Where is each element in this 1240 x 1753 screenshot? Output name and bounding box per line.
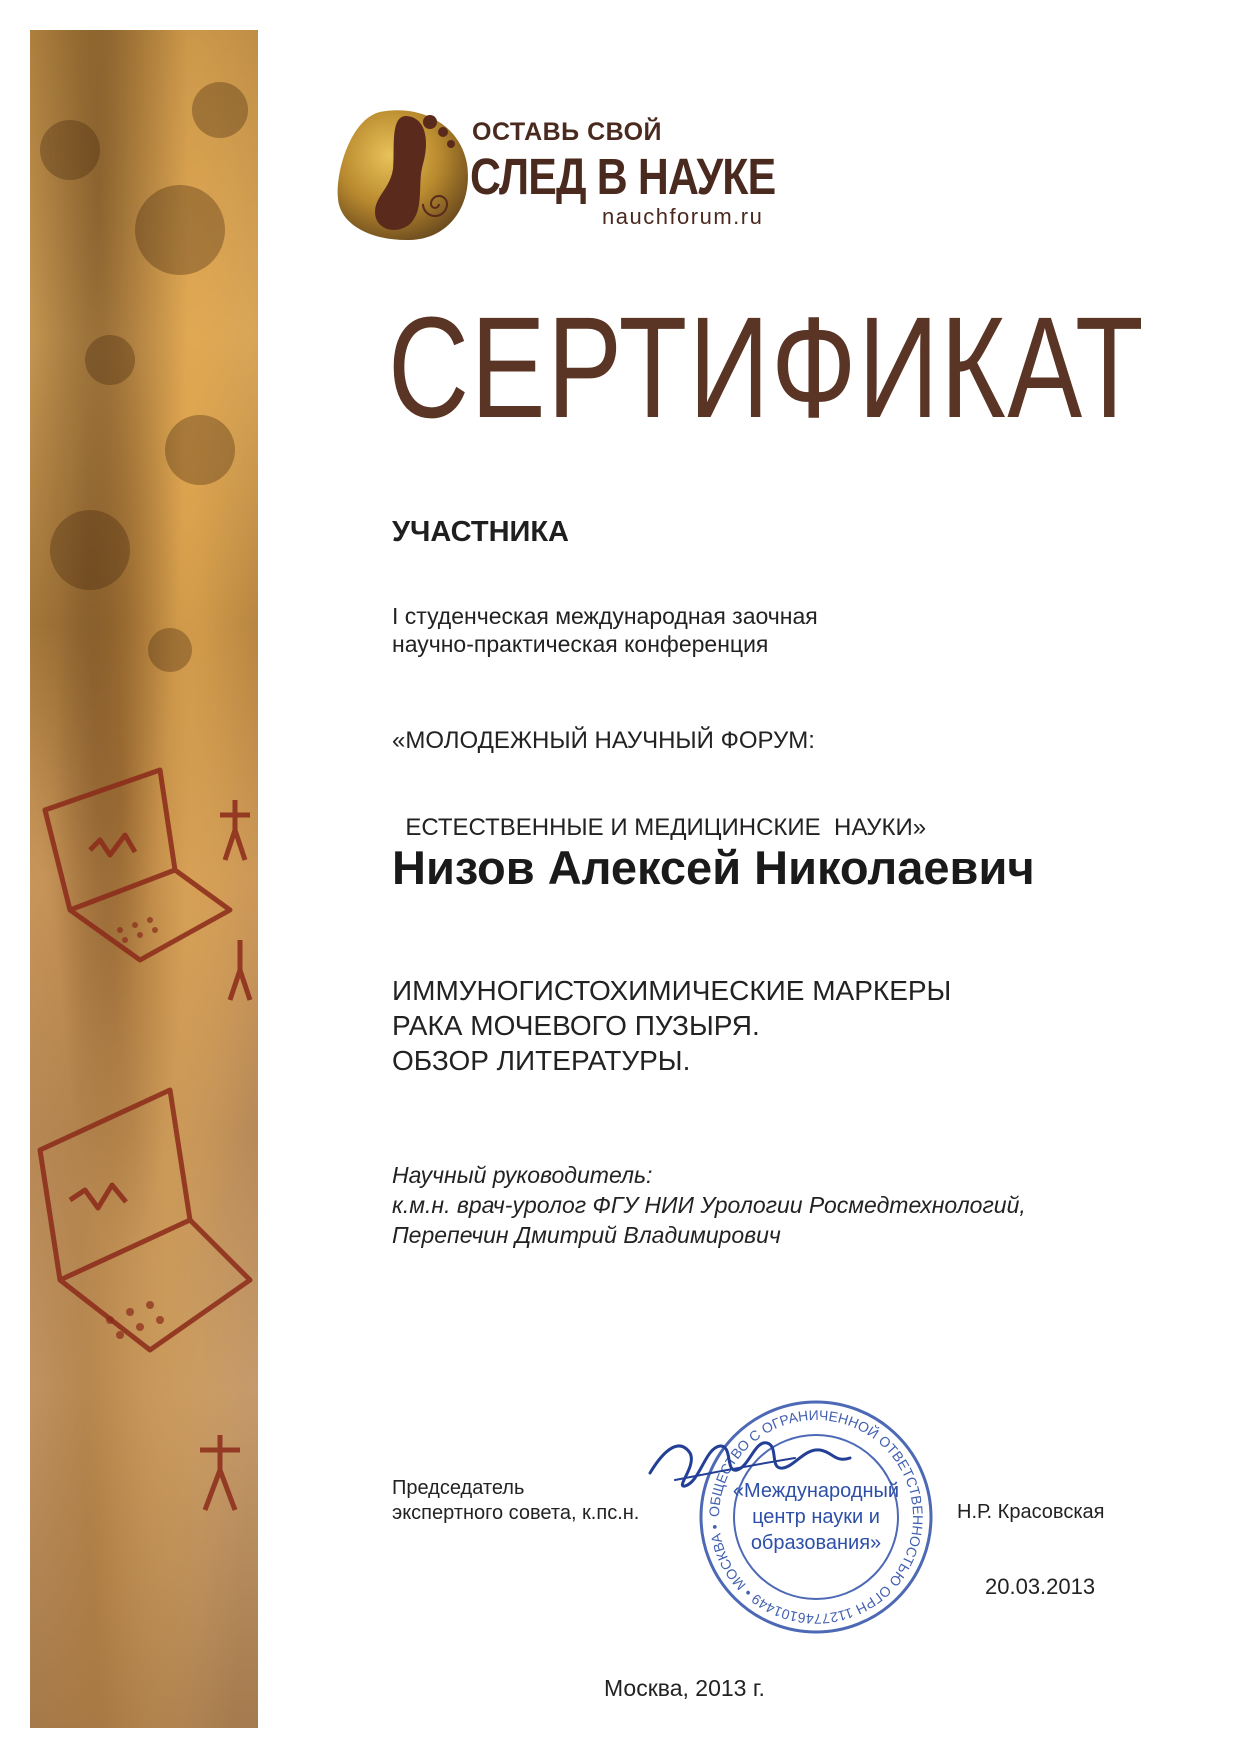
logo-tagline: ОСТАВЬ СВОЙ xyxy=(472,118,662,146)
conference-name-line-1: «МОЛОДЕЖНЫЙ НАУЧНЫЙ ФОРУМ: xyxy=(392,727,815,754)
conference-name-line-2: ЕСТЕСТВЕННЫЕ И МЕДИЦИНСКИЕ НАУКИ» xyxy=(392,814,927,841)
participant-name: Низов Алексей Николаевич xyxy=(392,841,1035,894)
topic-line-3: ОБЗОР ЛИТЕРАТУРЫ. xyxy=(392,1045,691,1076)
supervisor-position: к.м.н. врач-уролог ФГУ НИИ Урологии Росмедтехнологий, xyxy=(392,1192,1026,1218)
logo xyxy=(335,104,790,249)
logo-website: nauchforum.ru xyxy=(602,204,764,229)
conference-line-1: I студенческая международная заочная xyxy=(392,603,818,629)
stamp-line-1: «Международный xyxy=(732,1480,900,1502)
stamp-line-2: центр науки и xyxy=(752,1506,880,1528)
chair-line-2: экспертного совета, к.пс.н. xyxy=(392,1502,640,1524)
stamp-line-3: образования» xyxy=(750,1532,882,1554)
topic-line-1: ИММУНОГИСТОХИМИЧЕСКИЕ МАРКЕРЫ xyxy=(392,975,952,1006)
issue-place: Москва, 2013 г. xyxy=(604,1675,765,1701)
supervisor-name: Перепечин Дмитрий Владимирович xyxy=(392,1222,781,1248)
chair-title xyxy=(392,1476,639,1526)
conference-description xyxy=(392,602,818,658)
issue-date: 20.03.2013 xyxy=(985,1574,1096,1599)
logo-title: СЛЕД В НАУКЕ xyxy=(470,148,776,205)
signature xyxy=(645,1418,855,1508)
conference-line-2: научно-практическая конференция xyxy=(392,631,769,657)
certificate-subtitle: УЧАСТНИКА xyxy=(392,516,570,548)
decorative-rock-art-strip xyxy=(30,30,258,1728)
report-topic xyxy=(392,973,951,1078)
chair-name: Н.Р. Красовская xyxy=(957,1501,1105,1523)
footprint-stone-icon xyxy=(335,104,475,244)
stamp-ring-text: ОБЩЕСТВО С ОГРАНИЧЕННОЙ ОТВЕТСТВЕННОСТЬЮ ОГРН 1127746101449 • МОСКВА • xyxy=(705,1406,927,1628)
rock-art-drawings xyxy=(30,30,258,1728)
certificate-title: СЕРТИФИКАТ xyxy=(388,287,1146,448)
supervisor-block xyxy=(392,1160,1026,1250)
chair-line-1: Председатель xyxy=(392,1477,525,1499)
topic-line-2: РАКА МОЧЕВОГО ПУЗЫРЯ. xyxy=(392,1010,760,1041)
supervisor-label: Научный руководитель: xyxy=(392,1162,653,1188)
